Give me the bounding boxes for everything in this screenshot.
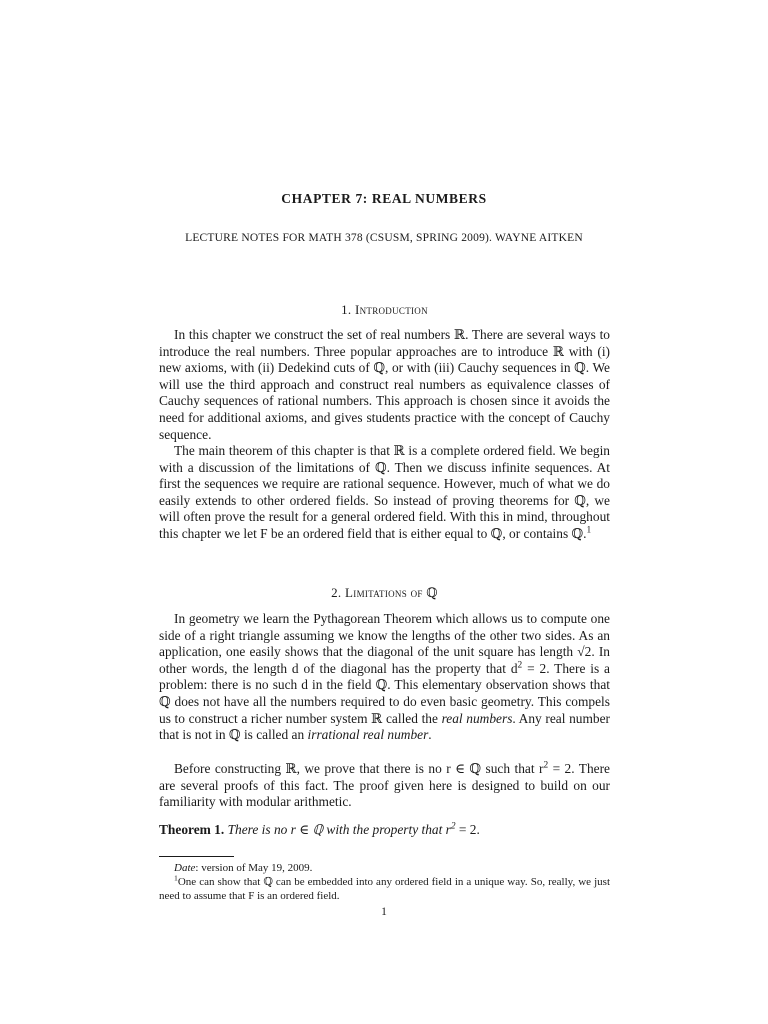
section-heading-limitations: 2. Limitations of ℚ	[331, 585, 438, 600]
intro-paragraph-2	[159, 443, 610, 543]
limitations-paragraph-2	[159, 761, 610, 811]
page-number: 1	[381, 906, 387, 918]
footnote-marker: 1	[586, 525, 592, 536]
date-label: Date	[174, 862, 196, 874]
chapter-title: CHAPTER 7: REAL NUMBERS	[281, 191, 487, 206]
exponent: 2	[517, 660, 523, 671]
limitations-p1-text-d: .	[428, 727, 432, 743]
section-heading-introduction: 1. Introduction	[341, 302, 428, 317]
limitations-p2-text-a: Before constructing ℝ, we prove that there is no r ∈ ℚ such that r	[174, 761, 544, 776]
theorem-label: Theorem 1.	[159, 822, 225, 837]
footnote-rule	[159, 856, 234, 857]
footnote-date	[159, 861, 610, 875]
term-irrational-real-number: irrational real number	[307, 727, 429, 743]
theorem-1	[159, 822, 610, 838]
intro-paragraph-1: In this chapter we construct the set of real numbers ℝ. There are several ways to introduce the real numbers. Three popular approaches are to introduce ℝ with (i) new axioms, with (ii) Dedekind cuts of ℚ, or with (iii) Cauchy sequences in ℚ. We will use the third approach and construct real numbers as equivalence classes of Cauchy sequences of rational numbers. This approach is chosen since it avoids the need for additional axioms, and gives students practice with the concept of Cauchy sequence.	[159, 327, 610, 442]
limitations-p1-text-b: = 2. There is a problem: there is no such d in the field ℚ. This elementary observation shows that ℚ does not have all the numbers required to do even basic geometry. This compels us to construct a richer number system ℝ called the	[159, 660, 610, 726]
date-text: : version of May 19, 2009.	[195, 862, 313, 874]
limitations-paragraph-1	[159, 611, 610, 744]
limitations-p1-text-c: . Any real number that is not in ℚ is called an	[159, 710, 610, 743]
footnote-1-marker: 1	[174, 873, 178, 883]
exponent: 2	[450, 821, 456, 832]
lecture-subtitle: LECTURE NOTES FOR MATH 378 (CSUSM, SPRING 2009). WAYNE AITKEN	[185, 232, 583, 244]
theorem-statement: There is no r ∈ ℚ with the property that r	[227, 822, 451, 837]
limitations-p1-text-a: In geometry we learn the Pythagorean Theorem which allows us to compute one side of a right triangle assuming we know the lengths of the other two sides. As an application, one easily shows that the diagonal of the unit square has length √2. In other words, the length d of the diagonal has the property that d	[159, 611, 610, 676]
term-real-numbers: real numbers	[441, 710, 513, 726]
footnote-1-text: One can show that ℚ can be embedded into any ordered field in a unique way. So, really, we just need to assume that F is an ordered field.	[159, 876, 610, 902]
limitations-p2-text-b: = 2. There are several proofs of this fact. The proof given here is designed to build on our familiarity with modular arithmetic.	[159, 761, 610, 810]
exponent: 2	[543, 760, 549, 771]
footnote-1	[159, 875, 610, 903]
theorem-tail: = 2.	[455, 822, 480, 837]
intro-paragraph-2-text: The main theorem of this chapter is that ℝ is a complete ordered field. We begin with a discussion of the limitations of ℚ. Then we discuss infinite sequences. At first the sequences we require are rational sequence. However, much of what we do easily extends to other ordered fields. So instead of proving theorems for ℚ, we will often prove the result for a general ordered field. With this in mind, throughout this chapter we let F be an ordered field that is either equal to ℚ, or contains ℚ.	[159, 443, 610, 541]
